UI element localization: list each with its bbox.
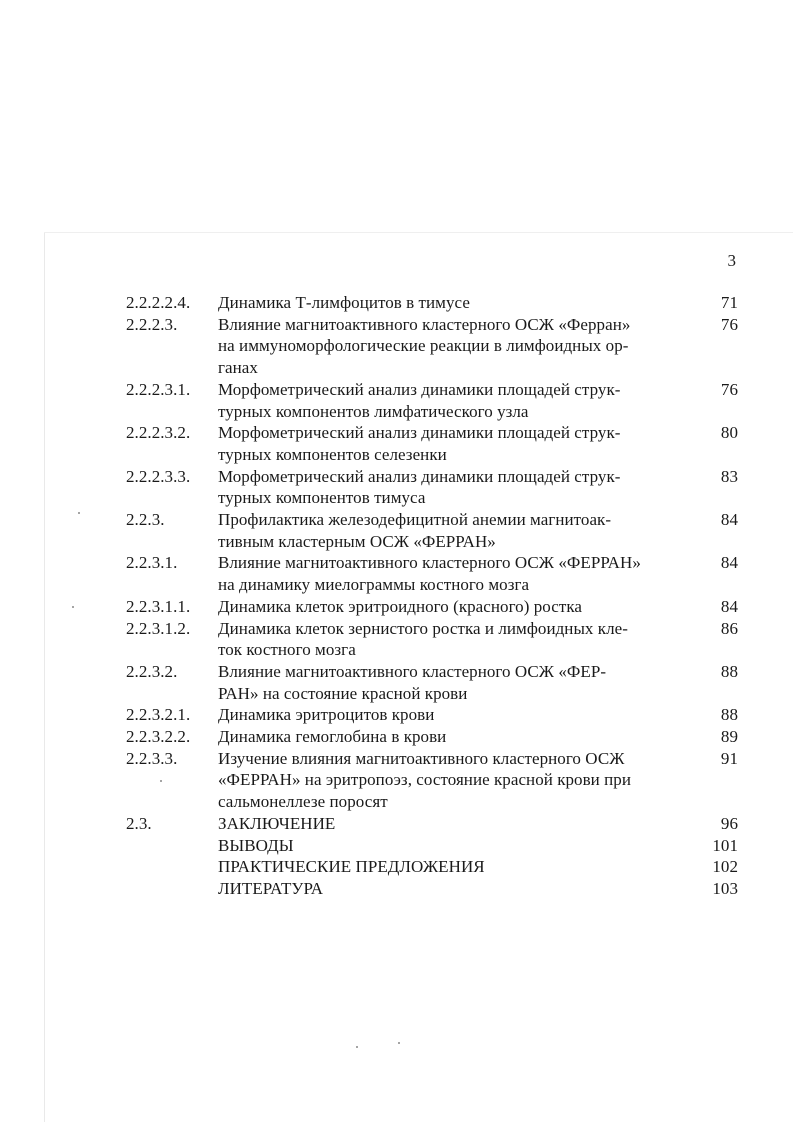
toc-entry-title: Динамика Т-лимфоцитов в тимусе [218,293,470,312]
toc-entry-title: Морфометрический анализ динамики площадей струк- турных компонентов лимфатического узла [218,379,621,421]
toc-entry [126,856,746,878]
toc-entry-title: Морфометрический анализ динамики площадей струк- турных компонентов селезенки [218,423,621,464]
toc-entry [126,596,746,618]
page-number: 3 [727,251,736,270]
scan-speck [72,606,74,608]
toc-entry-number: 2.3. [126,813,152,833]
toc-entry-page: 89 [720,727,738,747]
toc-entry-number: 2.2.3.1. [126,553,178,573]
toc-entry-page: 96 [720,813,738,833]
toc-entry-page: 71 [720,293,738,312]
scan-edge-left [44,232,45,1122]
toc-entry [126,466,746,509]
toc-entry-title: Динамика эритроцитов крови [218,705,435,725]
toc-entry-page: 84 [720,596,738,616]
toc-entry-page: 102 [712,857,738,877]
scan-speck [398,1042,400,1044]
toc-entry-page: 84 [720,510,738,530]
toc-entry-title: Динамика клеток зернистого ростка и лимфоидных кле- ток костного мозга [218,618,628,660]
toc-entry-title: Изучение влияния магнитоактивного кластерного ОСЖ «ФЕРРАН» на эритропоэз, состояние красной крови при сальмонеллезе поросят [218,748,631,812]
toc-entry-title: Влияние магнитоактивного кластерного ОСЖ «ФЕР- РАН» на состояние красной крови [218,661,607,703]
toc-entry [126,422,746,465]
toc-entry-number: 2.2.2.3.3. [126,466,191,486]
toc-entry-title: Профилактика железодефицитной анемии магнитоак- тивным кластерным ОСЖ «ФЕРРАН» [218,510,612,551]
toc-entry [126,314,746,379]
toc-entry [126,379,746,422]
scan-edge-top [44,232,793,233]
toc-entry-title: Динамика клеток эритроидного (красного) ростка [218,596,582,616]
toc-entry-title: Влияние магнитоактивного кластерного ОСЖ «Ферран» на иммуноморфологические реакции в лимфоидных ор- ганах [218,314,631,378]
toc-entry [126,509,746,552]
toc-entry [126,748,746,813]
toc-entry-number: 2.2.3.3. [126,748,178,768]
toc-entry-page: 84 [720,553,738,573]
toc-entry-page: 103 [712,878,738,898]
toc-entry [126,878,746,900]
toc-entry-title: ЛИТЕРАТУРА [218,878,324,898]
toc-entry [126,552,746,595]
toc-entry [126,835,746,857]
toc-entry-title: ВЫВОДЫ [218,835,294,855]
toc-entry-title: ПРАКТИЧЕСКИЕ ПРЕДЛОЖЕНИЯ [218,857,485,877]
toc-entry-page: 88 [720,661,738,681]
scan-speck [78,512,80,514]
toc-entry [126,704,746,726]
toc-entry-number: 2.2.2.3. [126,314,178,334]
toc-entry-title: Влияние магнитоактивного кластерного ОСЖ «ФЕРРАН» на динамику миелограммы костного мозга [218,553,641,595]
toc-entry-page: 86 [720,618,738,638]
toc-entry-number: 2.2.2.2.4. [126,293,191,312]
toc-entry-page: 76 [720,379,738,399]
table-of-contents [126,292,746,900]
toc-entry-number: 2.2.3. [126,510,165,530]
toc-entry-number: 2.2.2.3.1. [126,379,191,399]
toc-entry-number: 2.2.3.1.1. [126,596,191,616]
toc-entry [126,813,746,835]
toc-entry-number: 2.2.3.2. [126,661,178,681]
scan-speck [160,780,162,782]
toc-entry-title: Динамика гемоглобина в крови [218,727,447,747]
toc-entry-page: 83 [720,466,738,486]
scan-speck [356,1046,358,1048]
toc-entry-page: 101 [712,835,738,855]
toc-entry-page: 91 [720,748,738,768]
toc-entry-number: 2.2.2.3.2. [126,423,191,443]
toc-entry-page: 88 [720,705,738,725]
toc-entry-page: 80 [720,423,738,443]
toc-entry [126,661,746,704]
toc-entry [126,292,746,314]
toc-entry-title: ЗАКЛЮЧЕНИЕ [218,813,336,833]
toc-entry-number: 2.2.3.2.2. [126,727,191,747]
toc-entry [126,618,746,661]
toc-entry-page: 76 [720,314,738,334]
toc-entry-number: 2.2.3.1.2. [126,618,191,638]
toc-entry-number: 2.2.3.2.1. [126,705,191,725]
toc-entry-title: Морфометрический анализ динамики площадей струк- турных компонентов тимуса [218,466,621,508]
toc-entry [126,726,746,748]
